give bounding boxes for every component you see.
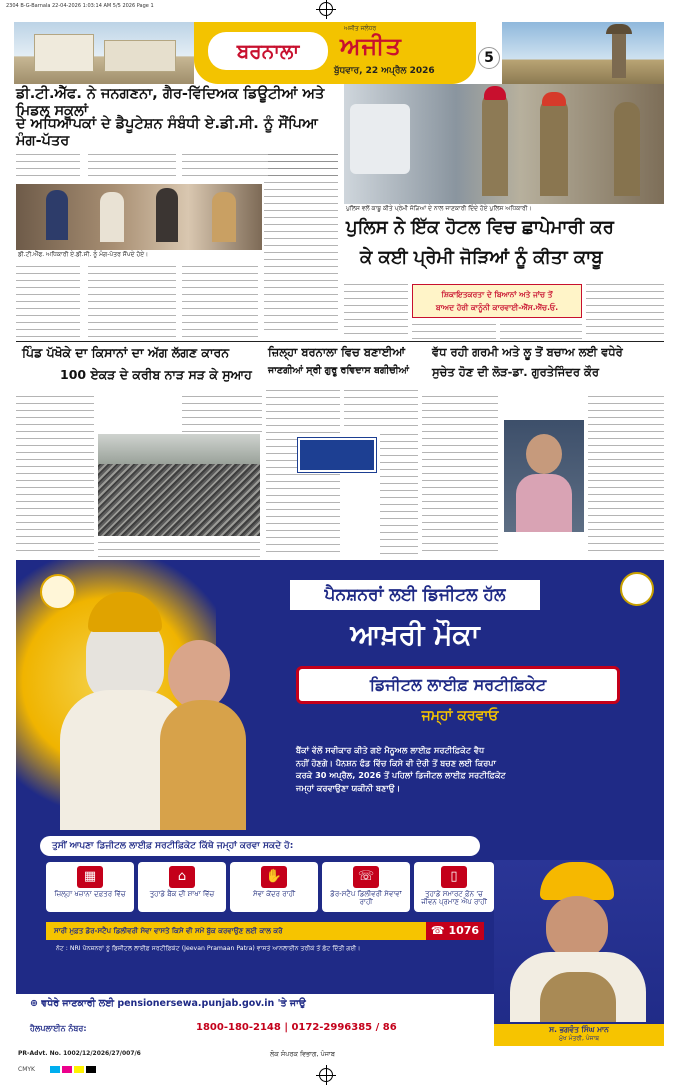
advert-body-line1: ਬੈਂਕਾਂ ਵੱਲੋਂ ਸਵੀਕਾਰ ਕੀਤੇ ਗਏ ਮੈਨੂਅਲ ਲਾਈਫ਼ ਸਰਟੀਫ਼ਿਕੇਟ ਵੈਧ — [296, 745, 485, 755]
service-label: ਸੇਵਾ ਕੇਂਦਰ ਰਾਹੀਂ — [253, 890, 295, 898]
registration-mark-icon — [319, 2, 333, 16]
story1-headline-line1: ਡੀ.ਟੀ.ਐੱਫ. ਨੇ ਜਨਗਣਨਾ, ਗੈਰ-ਵਿੱਦਿਅਕ ਡਿਊਟੀਆਂ ਅਤੇ ਮਿਡਲ ਸਕੂਲਾਂ — [16, 86, 325, 119]
story4-body-col3 — [380, 430, 418, 554]
helpline-number-value: 1076 — [448, 924, 480, 937]
advert-body-line4: ਜਮ੍ਹਾਂ ਕਰਵਾਉਣਾ ਯਕੀਨੀ ਬਣਾਉ। — [296, 783, 401, 794]
color-swatch-cyan — [50, 1066, 60, 1073]
issue-date: ਬੁੱਧਵਾਰ, 22 ਅਪ੍ਰੈਲ 2026 — [334, 66, 435, 76]
service-label: ਤੁਹਾਡੇ ਬੈਂਕ ਦੀ ਸ਼ਾਖਾ ਵਿੱਚ — [149, 890, 215, 898]
color-swatch-magenta — [62, 1066, 72, 1073]
story3-headline-line2: 100 ਏਕੜ ਦੇ ਕਰੀਬ ਨਾੜ ਸੜ ਕੇ ਸੁਆਹ — [60, 367, 252, 382]
masthead-right-photo — [502, 22, 664, 84]
story3-photo — [98, 434, 260, 536]
service-label: ਤੁਹਾਡੇ ਸਮਾਰਟ ਫ਼ੋਨ 'ਚ ਜੀਵਨ ਪ੍ਰਮਾਣ ਐਪ ਰਾਹੀਂ — [421, 890, 487, 907]
person-figure — [212, 192, 236, 242]
story2-body-col1 — [344, 280, 408, 336]
advert-body — [296, 744, 656, 795]
where-title: ਤੁਸੀਂ ਆਪਣਾ ਡਿਜੀਟਲ ਲਾਈਫ਼ ਸਰਟੀਫ਼ਿਕੇਟ ਕਿੱਥੇ ਜਮ੍ਹਾਂ ਕਰਵਾ ਸਕਦੇ ਹੋ: — [40, 836, 480, 856]
story2-pull-quote — [412, 284, 582, 318]
advert-body-line2: ਨਹੀਂ ਹੋਣਗੇ। ਪੈਨਸ਼ਨ ਫੰਡ ਵਿੱਚ ਕਿਸੇ ਵੀ ਦੇਰੀ ਤੋਂ ਬਚਣ ਲਈ ਕਿਰਪਾ — [296, 757, 496, 768]
divider — [16, 341, 664, 342]
service-label: ਜ਼ਿਲ੍ਹਾ ਖਜ਼ਾਨਾ ਦਫ਼ਤਰ ਵਿੱਚ — [54, 890, 126, 898]
treasury-icon: ▦ — [77, 866, 103, 888]
story2-body-col4 — [586, 280, 664, 340]
story2-headline-line2: ਕੇ ਕਈ ਪ੍ਰੇਮੀ ਜੋੜਿਆਂ ਨੂੰ ਕੀਤਾ ਕਾਬੂ — [360, 247, 603, 268]
helpline-strip: ਸਾਰੀ ਮੁਫ਼ਤ ਡੋਰ-ਸਟੈਪ ਡਿਲੀਵਰੀ ਸੇਵਾ ਵਾਸਤੇ ਕਿਸੇ ਵੀ ਸਮੇਂ ਬੁੱਕ ਕਰਵਾਉਣ ਲਈ ਕਾਲ ਕਰੋ — [46, 922, 426, 940]
advert-banner: ਡਿਜੀਟਲ ਲਾਈਫ਼ ਸਰਟੀਫ਼ਿਕੇਟ — [296, 666, 620, 704]
color-swatch-black — [86, 1066, 96, 1073]
page-number: 5 — [478, 47, 500, 69]
helpline-label: ਹੈਲਪਲਾਈਨ ਨੰਬਰ: — [30, 1024, 87, 1033]
cm-name: ਸ. ਭਗਵੰਤ ਸਿੰਘ ਮਾਨ — [549, 1025, 609, 1034]
story1-headline-line2: ਦੇ ਅਧਿਆਪਕਾਂ ਦੇ ਡੈਪੂਟੇਸ਼ਨ ਸੰਬੰਧੀ ਏ.ਡੀ.ਸੀ. ਨੂੰ ਸੌਂਪਿਆ ਮੰਗ-ਪੱਤਰ — [16, 116, 318, 149]
story5-body-col2 — [588, 392, 664, 554]
story3-body-col1 — [16, 392, 94, 552]
service-label: ਡੋਰ-ਸਟੈਪ ਡਿਲੀਵਰੀ ਸੇਵਾਵਾਂ ਰਾਹੀਂ — [330, 890, 402, 907]
punjab-govt-emblem-icon — [40, 574, 76, 610]
advert-subhead: ਆਖ਼ਰੀ ਮੌਕਾ — [350, 618, 480, 651]
issued-by: ਲੋਕ ਸੰਪਰਕ ਵਿਭਾਗ, ਪੰਜਾਬ — [270, 1050, 335, 1058]
service-centre-icon: ✋ — [261, 866, 287, 888]
service-treasury — [46, 862, 134, 912]
story2-photo — [344, 84, 664, 204]
masthead-left-photo — [14, 22, 194, 84]
section-name: ਬਰਨਾਲਾ — [236, 39, 300, 63]
building-wing — [104, 40, 176, 72]
govt-seal-icon — [620, 572, 654, 606]
cm-jacket — [540, 972, 616, 1022]
helpline-numbers: 1800-180-2148 | 0172-2996385 / 86 — [196, 1022, 397, 1033]
story2-body-col2 — [412, 320, 496, 340]
woman-dupatta — [160, 700, 246, 830]
advert-banner-tail: ਜਮ੍ਹਾਂ ਕਰਵਾਓ — [421, 708, 499, 724]
story1-body-col3b — [182, 262, 258, 340]
service-bank — [138, 862, 226, 912]
story5-headline-line2: ਸੁਚੇਤ ਹੋਣ ਦੀ ਲੋੜ-ਡਾ. ਗੁਰਤੇਜਿੰਦਰ ਕੌਰ — [432, 365, 600, 379]
service-doorstep — [322, 862, 410, 912]
story3-body-col2 — [182, 392, 262, 432]
sky — [98, 434, 260, 464]
face — [526, 434, 562, 474]
story3-headline-line1: ਪਿੰਡ ਪੱਖੋਕੇ ਦਾ ਕਿਸਾਨਾਂ ਦਾ ਅੱਗ ਲੱਗਣ ਕਾਰਨ — [22, 345, 230, 360]
pull-quote-line2: ਬਾਅਦ ਹੋਰੀ ਕਾਨੂੰਨੀ ਕਾਰਵਾਈ-ਐੱਸ.ਐੱਚ.ਓ. — [435, 303, 559, 312]
story2-photo-caption: ਪੁਲਿਸ ਵਲੋਂ ਕਾਬੂ ਕੀਤੇ ਪ੍ਰੇਮੀ ਜੋੜਿਆਂ ਦੇ ਨਾਲ ਜਾਣਕਾਰੀ ਦਿੰਦੇ ਹੋਏ ਪੁਲਿਸ ਅਧਿਕਾਰੀ। — [346, 205, 532, 212]
story3-body-col3 — [98, 538, 260, 562]
officer-figure — [482, 92, 508, 196]
story2-headline-line1: ਪੁਲਿਸ ਨੇ ਇੱਕ ਹੋਟਲ ਵਿਚ ਛਾਪੇਮਾਰੀ ਕਰ — [346, 217, 614, 238]
bank-icon: ⌂ — [169, 866, 195, 888]
phone-icon: ☎ — [430, 924, 445, 937]
story2-body-col3 — [500, 320, 582, 340]
story4-body-col2 — [344, 386, 418, 426]
story1-body-col3a — [182, 150, 264, 180]
story1-body-col1b — [16, 262, 80, 340]
doorstep-icon: ☏ — [353, 866, 379, 888]
brand-super: ਅਜੀਤ ਜਲੰਧਰ — [344, 25, 377, 32]
helpline-number — [426, 922, 484, 940]
more-info — [30, 998, 490, 1009]
advert-body-line3: ਕਰਕੇ 30 ਅਪ੍ਰੈਲ, 2026 ਤੋਂ ਪਹਿਲਾਂ ਡਿਜੀਟਲ ਲਾਈਫ਼ ਸਰਟੀਫ਼ਿਕੇਟ — [296, 770, 506, 781]
story4-headline-line2: ਜਾਣਗੀਆਂ ਸ੍ਰੀ ਗੁਰੂ ਰਵਿਦਾਸ ਬਗੀਚੀਆਂ — [268, 365, 410, 376]
masthead-banner — [194, 22, 476, 84]
smartphone-icon: ▯ — [441, 866, 467, 888]
story1-photo-caption: ਡੀ.ਟੀ.ਐੱਫ. ਅਧਿਕਾਰੀ ਏ.ਡੀ.ਸੀ. ਨੂੰ ਮੰਗ-ਪੱਤਰ ਸੌਂਪਦੇ ਹੋਏ। — [18, 251, 149, 258]
advert-headline: ਪੈਨਸ਼ਨਰਾਂ ਲਈ ਡਿਜੀਟਲ ਹੱਲ — [290, 580, 540, 610]
officer-figure — [540, 98, 568, 196]
story5-headline-line1: ਵੱਧ ਰਹੀ ਗਰਮੀ ਅਤੇ ਲੂ ਤੋਂ ਬਚਾਅ ਲਈ ਵਧੇਰੇ — [432, 345, 623, 359]
globe-icon: ⊕ — [30, 998, 38, 1009]
building-facade — [34, 34, 94, 72]
cmyk-marks: CMYK — [18, 1066, 35, 1073]
story1-body-col2a — [88, 150, 176, 180]
officer-figure — [614, 102, 640, 196]
story1-body-col1a — [16, 150, 80, 180]
cm-face — [546, 896, 608, 960]
cm-nameplate — [494, 1024, 664, 1046]
nri-note: ਨੋਟ : NRI ਪੈਨਸ਼ਨਰਾਂ ਨੂੰ ਡਿਜੀਟਲ ਲਾਈਫ਼ ਸਰਟੀਫ਼ਿਕੇਟ (Jeevan Pramaan Patra) ਵਾਸਤੇ ਆਨਲਾਈਨ ਤਰੀਕੇ ਤੋਂ ਛੋਟ ਦਿੱਤੀ ਗਈ। — [56, 945, 361, 952]
story1-body-col4b — [264, 150, 338, 330]
registration-mark-icon — [319, 1068, 333, 1082]
turban — [542, 92, 566, 106]
color-swatch-yellow — [74, 1066, 84, 1073]
section-plate — [208, 32, 328, 70]
more-info-text: ਵਧੇਰੇ ਜਾਣਕਾਰੀ ਲਈ pensionersewa.punjab.gov.in 'ਤੇ ਜਾਉ — [41, 998, 306, 1009]
story4-inset-box — [298, 438, 376, 472]
story5-body-col1 — [422, 392, 498, 554]
brand-name: ਅਜੀਤ — [340, 32, 402, 60]
story4-headline-line1: ਜ਼ਿਲ੍ਹਾ ਬਰਨਾਲਾ ਵਿਚ ਬਣਾਈਆਂ — [268, 345, 406, 359]
person-figure — [100, 192, 124, 242]
story5-portrait — [504, 420, 584, 532]
clothing — [516, 474, 572, 532]
print-slug: 2304 B-G-Barnala 22-04-2026 1:03:14 AM 5/5 2026 Page 1 — [6, 3, 154, 9]
turban — [484, 86, 506, 100]
cm-title: ਮੁੱਖ ਮੰਤਰੀ, ਪੰਜਾਬ — [558, 1035, 600, 1042]
vehicle — [350, 104, 410, 174]
story1-photo — [16, 184, 262, 250]
clock-tower — [612, 28, 626, 78]
person-figure — [46, 190, 68, 240]
person-figure — [156, 188, 178, 242]
service-jeevan-pramaan — [414, 862, 494, 912]
pull-quote-line1: ਸ਼ਿਕਾਇਤਕਰਤਾ ਦੇ ਬਿਆਨਾਂ ਅਤੇ ਜਾਂਚ ਤੋਂ — [441, 290, 553, 299]
service-sewa-kendra — [230, 862, 318, 912]
story1-body-col2b — [88, 262, 176, 340]
tower-dome — [606, 24, 632, 34]
release-number: PR-Advt. No. 1002/12/2026/27/007/6 — [18, 1050, 141, 1057]
